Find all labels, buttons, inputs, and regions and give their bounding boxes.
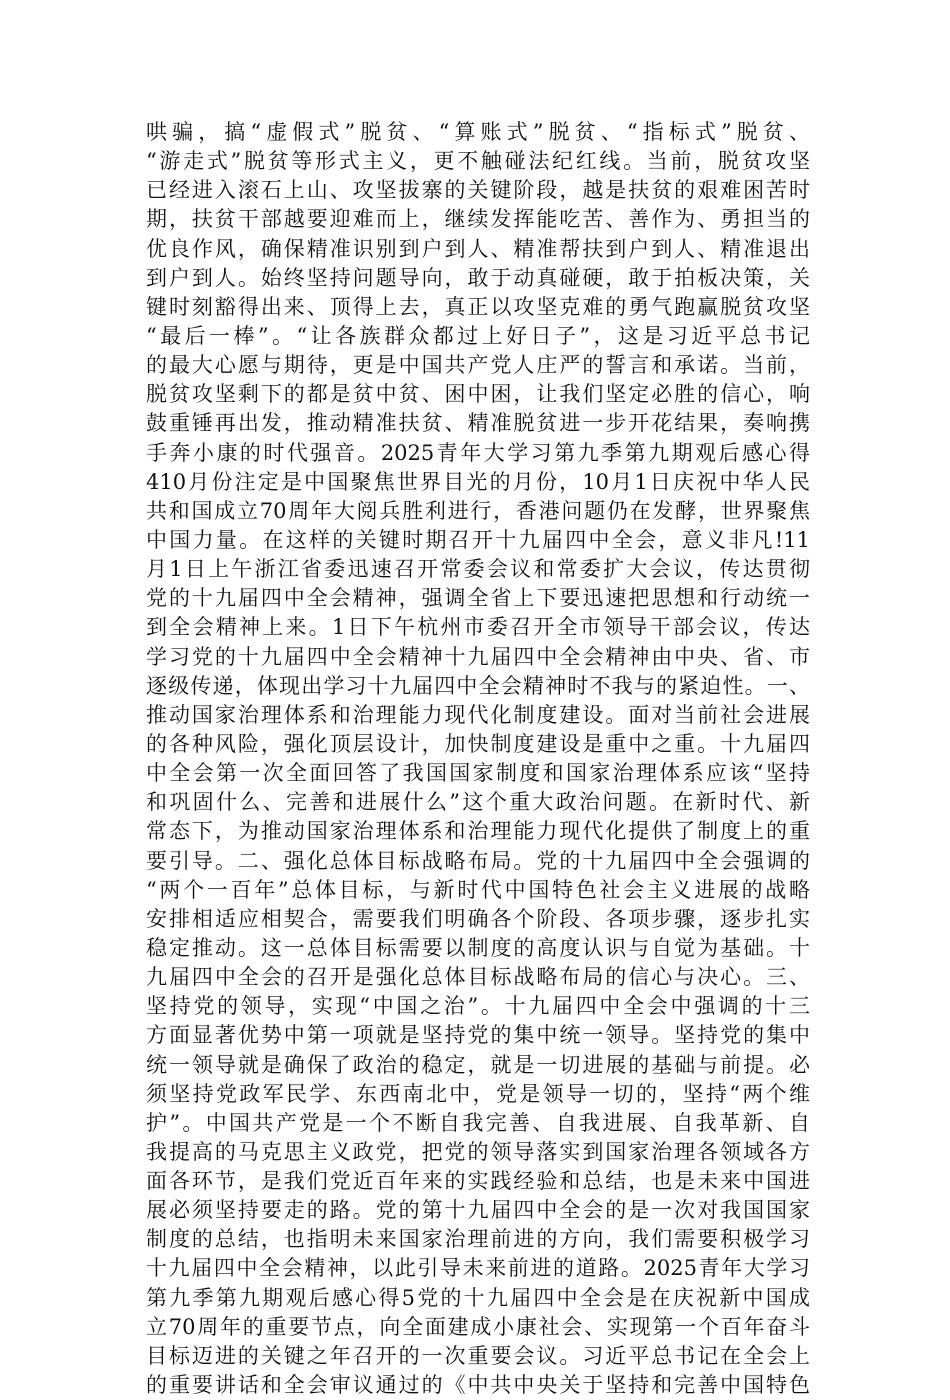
body-text-line: 到全会精神上来。1日下午杭州市委召开全市领导干部会议，传达 <box>146 615 810 640</box>
body-text-line: 和巩固什么、完善和进展什么”这个重大政治问题。在新时代、新 <box>146 790 810 815</box>
body-text-line: 推动国家治理体系和治理能力现代化制度建设。面对当前社会进展 <box>146 702 810 727</box>
body-text-line: 统一领导就是确保了政治的稳定，就是一切进展的基础与前提。必 <box>146 1052 810 1077</box>
body-text-line: 展必须坚持要走的路。党的第十九届四中全会的是一次对我国国家 <box>146 1198 810 1223</box>
body-text-line: 410月份注定是中国聚焦世界目光的月份，10月1日庆祝中华人民 <box>146 469 810 494</box>
body-text-line: 九届四中全会的召开是强化总体目标战略布局的信心与决心。三、 <box>146 965 810 990</box>
body-text-line: 党的十九届四中全会精神，强调全省上下要迅速把思想和行动统一 <box>146 586 810 611</box>
body-text-line: 目标迈进的关键之年召开的一次重要会议。习近平总书记在全会上 <box>146 1343 810 1368</box>
body-text-line: 月1日上午浙江省委迅速召开常委会议和常委扩大会议，传达贯彻 <box>146 557 810 582</box>
body-text-line: 优良作风，确保精准识别到户到人、精准帮扶到户到人、精准退出 <box>146 236 810 261</box>
body-text-line: 制度的总结，也指明未来国家治理前进的方向，我们需要积极学习 <box>146 1227 810 1252</box>
body-text-line: 第九季第九期观后感心得5党的十九届四中全会是在庆祝新中国成 <box>146 1285 810 1310</box>
body-text-line: “最后一棒”。“让各族群众都过上好日子”，这是习近平总书记 <box>146 323 810 348</box>
body-text-line: 立70周年的重要节点，向全面建成小康社会、实现第一个百年奋斗 <box>146 1314 810 1339</box>
body-text-line: 要引导。二、强化总体目标战略布局。党的十九届四中全会强调的 <box>146 848 810 873</box>
body-text-line: 须坚持党政军民学、东西南北中，党是领导一切的，坚持“两个维 <box>146 1081 810 1106</box>
body-text-line: 的重要讲话和全会审议通过的《中共中央关于坚持和完善中国特色 <box>146 1373 810 1398</box>
body-text-line: 方面显著优势中第一项就是坚持党的集中统一领导。坚持党的集中 <box>146 1023 810 1048</box>
body-text-line: 护”。中国共产党是一个不断自我完善、自我进展、自我革新、自 <box>146 1110 810 1135</box>
document-body-text <box>146 118 810 1400</box>
body-text-line: 面各环节，是我们党近百年来的实践经验和总结，也是未来中国进 <box>146 1169 810 1194</box>
body-text-line: 十九届四中全会精神，以此引导未来前进的道路。2025青年大学习 <box>146 1256 810 1281</box>
body-text-line: 学习党的十九届四中全会精神十九届四中全会精神由中央、省、市 <box>146 644 810 669</box>
body-text-line: “游走式”脱贫等形式主义，更不触碰法纪红线。当前，脱贫攻坚 <box>146 149 810 174</box>
body-text-line: 坚持党的领导，实现“中国之治”。十九届四中全会中强调的十三 <box>146 994 810 1019</box>
body-text-line: 键时刻豁得出来、顶得上去，真正以攻坚克难的勇气跑赢脱贫攻坚 <box>146 294 810 319</box>
body-text-line: 我提高的马克思主义政党，把党的领导落实到国家治理各领域各方 <box>146 1139 810 1164</box>
body-text-line: 逐级传递，体现出学习十九届四中全会精神时不我与的紧迫性。一、 <box>146 673 810 698</box>
body-text-line: 安排相适应相契合，需要我们明确各个阶段、各项步骤，逐步扎实 <box>146 906 810 931</box>
body-text-line: 稳定推动。这一总体目标需要以制度的高度认识与自觉为基础。十 <box>146 935 810 960</box>
body-text-line: 的最大心愿与期待，更是中国共产党人庄严的誓言和承诺。当前， <box>146 353 810 378</box>
body-text-line: 脱贫攻坚剩下的都是贫中贫、困中困，让我们坚定必胜的信心，响 <box>146 382 810 407</box>
body-text-line: 期，扶贫干部越要迎难而上，继续发挥能吃苦、善作为、勇担当的 <box>146 207 810 232</box>
body-text-line: “两个一百年”总体目标，与新时代中国特色社会主义进展的战略 <box>146 877 810 902</box>
body-text-line: 鼓重锤再出发，推动精准扶贫、精准脱贫进一步开花结果，奏响携 <box>146 411 810 436</box>
body-text-line: 到户到人。始终坚持问题导向，敢于动真碰硬，敢于拍板决策，关 <box>146 265 810 290</box>
body-text-line: 的各种风险，强化顶层设计，加快制度建设是重中之重。十九届四 <box>146 731 810 756</box>
body-text-line: 中全会第一次全面回答了我国国家制度和国家治理体系应该“坚持 <box>146 761 810 786</box>
body-text-line: 中国力量。在这样的关键时期召开十九届四中全会，意义非凡!11 <box>146 527 810 552</box>
body-text-line: 常态下，为推动国家治理体系和治理能力现代化提供了制度上的重 <box>146 819 810 844</box>
body-text-line: 哄骗，搞“虚假式”脱贫、“算账式”脱贫、“指标式”脱贫、 <box>146 120 810 144</box>
body-text-line: 手奔小康的时代强音。2025青年大学习第九季第九期观后感心得 <box>146 440 810 465</box>
body-text-line: 共和国成立70周年大阅兵胜利进行，香港问题仍在发酵，世界聚焦 <box>146 498 810 523</box>
body-text-line: 已经进入滚石上山、攻坚拔寨的关键阶段，越是扶贫的艰难困苦时 <box>146 178 810 203</box>
